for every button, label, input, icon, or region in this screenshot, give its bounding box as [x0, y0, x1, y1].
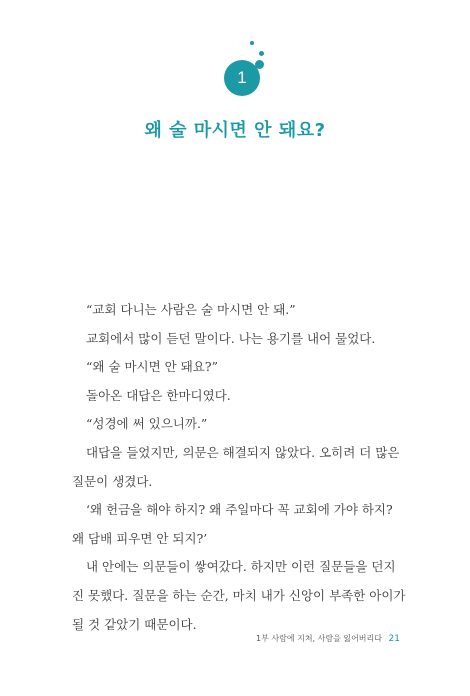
page-footer	[256, 633, 400, 644]
paragraph: 돌아온 대답은 한마디였다.	[86, 387, 231, 403]
running-head: 1부 사람에 지쳐, 사람을 잃어버리다	[256, 634, 382, 643]
chapter-number-badge: 1	[224, 60, 260, 96]
bubble-icon	[259, 51, 264, 56]
paragraph: 내 안에는 의문들이 쌓여갔다. 하지만 이런 질문들을 던지진 못했다. 질문을 하는 순간, 마치 내가 신앙이 부족한 아이가 될 것 같았기 때문이다.	[72, 559, 406, 632]
paragraph: “교회 다니는 사람은 술 마시면 안 돼.”	[86, 302, 296, 317]
paragraph: 대답을 들었지만, 의문은 해결되지 않았다. 오히려 더 많은 질문이 생겼다.	[72, 444, 400, 489]
paragraph: 교회에서 많이 듣던 말이다. 나는 용기를 내어 물었다.	[86, 330, 376, 346]
paragraph: “왜 술 마시면 안 돼요?”	[86, 359, 218, 375]
paragraph: ‘왜 헌금을 해야 하지? 왜 주일마다 꼭 교회에 가야 하지? 왜 담배 피우면 안 되지?’	[72, 502, 393, 546]
body-text	[72, 296, 407, 639]
page-number: 21	[388, 634, 400, 644]
chapter-title: 왜 술 마시면 안 돼요?	[144, 120, 326, 141]
bubble-icon	[250, 41, 254, 45]
paragraph: “성경에 써 있으니까.”	[86, 416, 208, 432]
